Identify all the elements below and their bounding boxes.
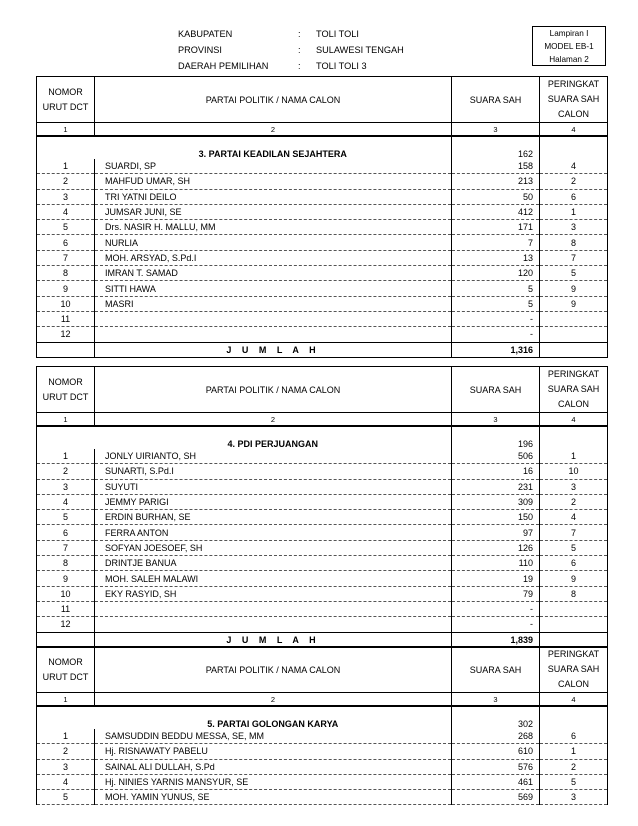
candidate-rank — [540, 311, 608, 326]
candidate-rank: 9 — [540, 571, 608, 586]
candidate-name: SUYUTI — [95, 479, 452, 494]
party-results-table — [36, 366, 608, 648]
table-row — [37, 281, 608, 296]
candidate-number: 1 — [37, 729, 95, 744]
table-row — [37, 449, 608, 464]
candidate-number: 5 — [37, 510, 95, 525]
table-row — [37, 204, 608, 219]
header-label: KABUPATEN — [178, 29, 233, 39]
candidate-votes: 231 — [452, 479, 540, 494]
column-number: 1 — [37, 123, 95, 137]
candidate-name: SUARDI, SP — [95, 159, 452, 174]
candidate-votes: 126 — [452, 540, 540, 555]
candidate-votes: 50 — [452, 189, 540, 204]
party-results-table — [36, 646, 608, 805]
candidate-rank: 1 — [540, 204, 608, 219]
table-row — [37, 311, 608, 326]
table-row — [37, 494, 608, 509]
candidate-name — [95, 327, 452, 342]
column-number: 2 — [95, 123, 452, 137]
column-number: 2 — [95, 413, 452, 427]
header-value: TOLI TOLI 3 — [316, 61, 367, 71]
table-header-row — [37, 77, 608, 123]
col-header-partai: PARTAI POLITIK / NAMA CALON — [95, 77, 452, 123]
candidate-rank: 5 — [540, 774, 608, 789]
candidate-number: 7 — [37, 250, 95, 265]
table-row — [37, 601, 608, 616]
candidate-votes: 150 — [452, 510, 540, 525]
header-colon: : — [298, 29, 301, 39]
candidate-votes: - — [452, 617, 540, 632]
table-row — [37, 744, 608, 759]
candidate-rank: 2 — [540, 494, 608, 509]
candidate-number: 4 — [37, 204, 95, 219]
party-name: 5. PARTAI GOLONGAN KARYA — [95, 706, 452, 729]
table-row — [37, 617, 608, 632]
col-header-peringkat: PERINGKAT SUARA SAH CALON — [540, 367, 608, 413]
party-results-table — [36, 76, 608, 358]
candidate-rank: 5 — [540, 540, 608, 555]
candidate-votes: - — [452, 327, 540, 342]
candidate-number: 5 — [37, 790, 95, 805]
candidate-votes: 110 — [452, 556, 540, 571]
col-header-suara: SUARA SAH — [452, 647, 540, 693]
candidate-name: MOH. YAMIN YUNUS, SE — [95, 790, 452, 805]
lampiran-line: Halaman 2 — [549, 55, 589, 64]
party-name: 3. PARTAI KEADILAN SEJAHTERA — [95, 136, 452, 159]
candidate-rank: 1 — [540, 449, 608, 464]
candidate-number: 10 — [37, 586, 95, 601]
candidate-votes: 158 — [452, 159, 540, 174]
col-header-nomor: NOMOR URUT DCT — [37, 647, 95, 693]
candidate-votes: 7 — [452, 235, 540, 250]
candidate-rank: 8 — [540, 586, 608, 601]
table-row — [37, 327, 608, 342]
column-number: 3 — [452, 123, 540, 137]
candidate-number: 1 — [37, 449, 95, 464]
candidate-number: 3 — [37, 189, 95, 204]
candidate-number: 8 — [37, 266, 95, 281]
candidate-name: NURLIA — [95, 235, 452, 250]
col-header-partai: PARTAI POLITIK / NAMA CALON — [95, 367, 452, 413]
table-row — [37, 571, 608, 586]
lampiran-line: MODEL EB-1 — [544, 42, 594, 51]
table-row — [37, 159, 608, 174]
candidate-number: 8 — [37, 556, 95, 571]
col-header-nomor: NOMOR URUT DCT — [37, 77, 95, 123]
candidate-number: 5 — [37, 220, 95, 235]
candidate-name: SOFYAN JOESOEF, SH — [95, 540, 452, 555]
candidate-rank: 6 — [540, 189, 608, 204]
candidate-name: Hj. NINIES YARNIS MANSYUR, SE — [95, 774, 452, 789]
candidate-rank — [540, 617, 608, 632]
header-row-provinsi — [178, 42, 404, 58]
candidate-votes: 309 — [452, 494, 540, 509]
lampiran-box — [532, 26, 606, 66]
candidate-name: MASRI — [95, 296, 452, 311]
column-number-row — [37, 123, 608, 137]
party-row — [37, 426, 608, 449]
candidate-rank: 2 — [540, 174, 608, 189]
candidate-number: 3 — [37, 479, 95, 494]
candidate-rank: 9 — [540, 296, 608, 311]
candidate-number: 9 — [37, 281, 95, 296]
table-row — [37, 525, 608, 540]
candidate-name: FERRA ANTON — [95, 525, 452, 540]
table-row — [37, 266, 608, 281]
candidate-name: EKY RASYID, SH — [95, 586, 452, 601]
candidate-rank — [540, 601, 608, 616]
candidate-name: MOH. SALEH MALAWI — [95, 571, 452, 586]
party-row — [37, 136, 608, 159]
column-number: 4 — [540, 123, 608, 137]
col-header-suara: SUARA SAH — [452, 367, 540, 413]
candidate-rank: 6 — [540, 556, 608, 571]
column-number: 3 — [452, 413, 540, 427]
column-number: 1 — [37, 693, 95, 707]
candidate-votes: 569 — [452, 790, 540, 805]
candidate-votes: 97 — [452, 525, 540, 540]
col-header-partai: PARTAI POLITIK / NAMA CALON — [95, 647, 452, 693]
candidate-name: ERDIN BURHAN, SE — [95, 510, 452, 525]
candidate-name: JEMMY PARIGI — [95, 494, 452, 509]
candidate-votes: - — [452, 601, 540, 616]
candidate-name: JONLY UIRIANTO, SH — [95, 449, 452, 464]
party-row — [37, 706, 608, 729]
candidate-rank: 3 — [540, 220, 608, 235]
table-row — [37, 790, 608, 805]
table-header-row — [37, 647, 608, 693]
column-number: 1 — [37, 413, 95, 427]
candidate-votes: - — [452, 311, 540, 326]
col-header-suara: SUARA SAH — [452, 77, 540, 123]
column-number: 3 — [452, 693, 540, 707]
candidate-votes: 412 — [452, 204, 540, 219]
candidate-number: 9 — [37, 571, 95, 586]
candidate-name: JUMSAR JUNI, SE — [95, 204, 452, 219]
header-value: TOLI TOLI — [316, 29, 359, 39]
candidate-number: 6 — [37, 235, 95, 250]
table-row — [37, 235, 608, 250]
candidate-rank: 7 — [540, 250, 608, 265]
table-row — [37, 220, 608, 235]
candidate-number: 10 — [37, 296, 95, 311]
candidate-number: 11 — [37, 311, 95, 326]
column-number: 4 — [540, 413, 608, 427]
candidate-number: 1 — [37, 159, 95, 174]
candidate-votes: 79 — [452, 586, 540, 601]
candidate-rank: 8 — [540, 235, 608, 250]
candidate-name: SUNARTI, S.Pd.I — [95, 464, 452, 479]
candidate-number: 12 — [37, 327, 95, 342]
document-header — [178, 26, 404, 74]
header-label: DAERAH PEMILIHAN — [178, 61, 269, 71]
candidate-name — [95, 601, 452, 616]
candidate-name: SAMSUDDIN BEDDU MESSA, SE, MM — [95, 729, 452, 744]
candidate-name: Hj. RISNAWATY PABELU — [95, 744, 452, 759]
candidate-rank: 3 — [540, 479, 608, 494]
candidate-number: 2 — [37, 744, 95, 759]
table-row — [37, 759, 608, 774]
candidate-number: 2 — [37, 464, 95, 479]
candidate-rank: 9 — [540, 281, 608, 296]
candidate-name: Drs. NASIR H. MALLU, MM — [95, 220, 452, 235]
candidate-votes: 5 — [452, 296, 540, 311]
column-number-row — [37, 693, 608, 707]
candidate-number: 3 — [37, 759, 95, 774]
col-header-nomor: NOMOR URUT DCT — [37, 367, 95, 413]
candidate-name: SAINAL ALI DULLAH, S.Pd — [95, 759, 452, 774]
candidate-votes: 16 — [452, 464, 540, 479]
candidate-rank: 2 — [540, 759, 608, 774]
header-colon: : — [298, 45, 301, 55]
candidate-votes: 213 — [452, 174, 540, 189]
column-number-row — [37, 413, 608, 427]
header-colon: : — [298, 61, 301, 71]
header-value: SULAWESI TENGAH — [316, 45, 404, 55]
party-votes: 196 — [452, 426, 540, 449]
candidate-votes: 268 — [452, 729, 540, 744]
total-votes: 1,839 — [452, 632, 540, 647]
candidate-rank: 1 — [540, 744, 608, 759]
candidate-rank: 4 — [540, 159, 608, 174]
total-row — [37, 342, 608, 357]
candidate-number: 7 — [37, 540, 95, 555]
total-label: J U M L A H — [95, 632, 452, 647]
candidate-name: IMRAN T. SAMAD — [95, 266, 452, 281]
candidate-name: DRINTJE BANUA — [95, 556, 452, 571]
total-votes: 1,316 — [452, 342, 540, 357]
candidate-rank: 6 — [540, 729, 608, 744]
table-row — [37, 174, 608, 189]
table-row — [37, 250, 608, 265]
table-row — [37, 540, 608, 555]
header-label: PROVINSI — [178, 45, 222, 55]
candidate-number: 4 — [37, 494, 95, 509]
table-row — [37, 556, 608, 571]
candidate-votes: 19 — [452, 571, 540, 586]
lampiran-line: Lampiran I — [549, 29, 589, 38]
candidate-rank: 4 — [540, 510, 608, 525]
table-row — [37, 479, 608, 494]
table-row — [37, 774, 608, 789]
column-number: 4 — [540, 693, 608, 707]
table-header-row — [37, 367, 608, 413]
header-row-kabupaten — [178, 26, 404, 42]
candidate-votes: 576 — [452, 759, 540, 774]
candidate-votes: 171 — [452, 220, 540, 235]
candidate-name: MOH. ARSYAD, S.Pd.I — [95, 250, 452, 265]
candidate-name: TRI YATNI DEILO — [95, 189, 452, 204]
table-row — [37, 510, 608, 525]
table-row — [37, 729, 608, 744]
party-name: 4. PDI PERJUANGAN — [95, 426, 452, 449]
candidate-votes: 461 — [452, 774, 540, 789]
candidate-rank: 3 — [540, 790, 608, 805]
candidate-number: 2 — [37, 174, 95, 189]
candidate-number: 11 — [37, 601, 95, 616]
col-header-peringkat: PERINGKAT SUARA SAH CALON — [540, 77, 608, 123]
column-number: 2 — [95, 693, 452, 707]
candidate-votes: 610 — [452, 744, 540, 759]
candidate-name — [95, 617, 452, 632]
candidate-rank — [540, 327, 608, 342]
header-row-dapil — [178, 58, 404, 74]
candidate-votes: 13 — [452, 250, 540, 265]
candidate-number: 4 — [37, 774, 95, 789]
party-votes: 302 — [452, 706, 540, 729]
candidate-rank: 10 — [540, 464, 608, 479]
total-label: J U M L A H — [95, 342, 452, 357]
candidate-name: SITTI HAWA — [95, 281, 452, 296]
candidate-votes: 120 — [452, 266, 540, 281]
party-votes: 162 — [452, 136, 540, 159]
candidate-number: 6 — [37, 525, 95, 540]
table-row — [37, 296, 608, 311]
candidate-rank: 5 — [540, 266, 608, 281]
total-row — [37, 632, 608, 647]
candidate-rank: 7 — [540, 525, 608, 540]
table-row — [37, 189, 608, 204]
col-header-peringkat: PERINGKAT SUARA SAH CALON — [540, 647, 608, 693]
candidate-votes: 5 — [452, 281, 540, 296]
candidate-number: 12 — [37, 617, 95, 632]
table-row — [37, 464, 608, 479]
table-row — [37, 586, 608, 601]
candidate-votes: 506 — [452, 449, 540, 464]
candidate-name: MAHFUD UMAR, SH — [95, 174, 452, 189]
candidate-name — [95, 311, 452, 326]
